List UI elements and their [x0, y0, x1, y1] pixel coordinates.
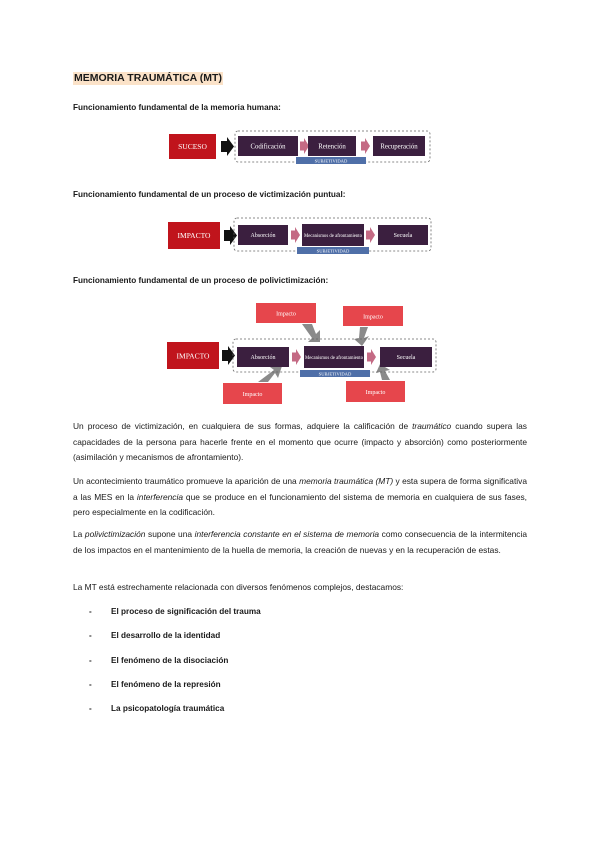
mecanismos-label: Mecanismos de afrontamiento: [303, 234, 363, 239]
impact-label: Impacto: [363, 314, 383, 321]
subhead-poli: Funcionamiento fundamental de un proceso de polivictimización:: [73, 276, 329, 285]
impact-label: Impacto: [242, 392, 263, 398]
paragraph-2-text: Un acontecimiento traumático promueve la aparición de una: [73, 476, 300, 486]
paragraph-2-emphasis-interferencia: interferencia: [136, 491, 184, 502]
subjetividad-label: SUBJETIVIDAD: [316, 248, 350, 254]
absorcion-label: Absorción: [250, 355, 276, 361]
pink-arrow-icon: [292, 349, 301, 365]
paragraph-3-text-mid: supone una: [145, 529, 195, 539]
retencion-label: Retención: [318, 143, 346, 151]
list-dash: -: [89, 680, 92, 689]
list-dash: -: [89, 704, 92, 713]
paragraph-4: La MT está estrechamente relacionada con diversos fenómenos complejos, destacamos:: [73, 582, 404, 592]
list-item-text: El fenómeno de la disociación: [111, 656, 229, 665]
absorcion-label: Absorción: [250, 233, 276, 239]
paragraph-3: [73, 527, 527, 558]
paragraph-3-emphasis-poli: polivictimización: [84, 529, 146, 539]
grey-arrow-icon: [258, 366, 282, 382]
list-item-text: El proceso de significación del trauma: [111, 607, 261, 616]
list-item-text: El fenómeno de la represión: [111, 680, 221, 689]
list-item: [89, 606, 261, 617]
paragraph-1: [73, 419, 527, 466]
subhead-puntual: Funcionamiento fundamental de un proceso de victimización puntual:: [73, 190, 346, 199]
impacto-label: IMPACTO: [176, 351, 210, 361]
recuperacion-label: Recuperación: [380, 143, 418, 151]
grey-arrow-icon: [354, 327, 369, 346]
paragraph-2-text-end: que se produce en el funcionamiento del sistema de memoria en cualquiera de sus fases, pero especialmente en la codificación.: [73, 491, 528, 517]
subjetividad-label: SUBJETIVIDAD: [318, 371, 352, 377]
secuela-label: Secuela: [393, 233, 413, 239]
paragraph-3-text-end: como consecuencia de la intermitencia de los impactos en el mantenimiento de la huella de memoria, la creación de nuevas y en la recuperación de estas.: [73, 529, 527, 555]
subhead-memoria: Funcionamiento fundamental de la memoria humana:: [73, 103, 281, 112]
paragraph-1-text-end: cuando supera las capacidades de la persona para hacerle frente en el momento que ocurre (impacto y absorción) como posteriormente (asimilación y mecanismos de afrontamiento).: [73, 421, 527, 462]
paragraph-1-text: Un proceso de victimización, en cualquiera de sus formas, adquiere la calificación de: [73, 421, 413, 431]
paragraph-3-text: La: [73, 529, 85, 539]
impact-label: Impacto: [365, 390, 386, 396]
mecanismos-label: Mecanismos de afrontamiento: [304, 356, 364, 361]
list-dash: -: [89, 631, 92, 640]
subjetividad-label: SUBJETIVIDAD: [314, 158, 348, 164]
list-item: [89, 655, 228, 666]
paragraph-2-text-mid: y esta supera de forma significativa a las MES en la: [73, 476, 527, 502]
paragraph-1-emphasis: traumático: [412, 421, 452, 431]
codificacion-label: Codificación: [250, 143, 286, 151]
impacto-label: IMPACTO: [177, 231, 211, 240]
secuela-label: Secuela: [396, 355, 416, 361]
list-item: [89, 630, 220, 641]
list-dash: -: [89, 607, 92, 616]
list-item: [89, 703, 224, 714]
list-item-text: La psicopatología traumática: [111, 704, 225, 713]
list-item-text: El desarrollo de la identidad: [111, 631, 221, 640]
suceso-label: SUCESO: [178, 142, 207, 151]
list-item: [89, 679, 221, 690]
page-title: MEMORIA TRAUMÁTICA (MT): [74, 72, 222, 84]
impact-label: Impacto: [276, 311, 296, 318]
pink-arrow-icon: [367, 349, 376, 365]
paragraph-3-emphasis-interferencia: interferencia constante en el sistema de memoria: [194, 529, 380, 539]
paragraph-2: [73, 474, 527, 521]
paragraph-2-emphasis-mt: memoria traumática (MT): [299, 476, 394, 486]
list-dash: -: [89, 656, 92, 665]
